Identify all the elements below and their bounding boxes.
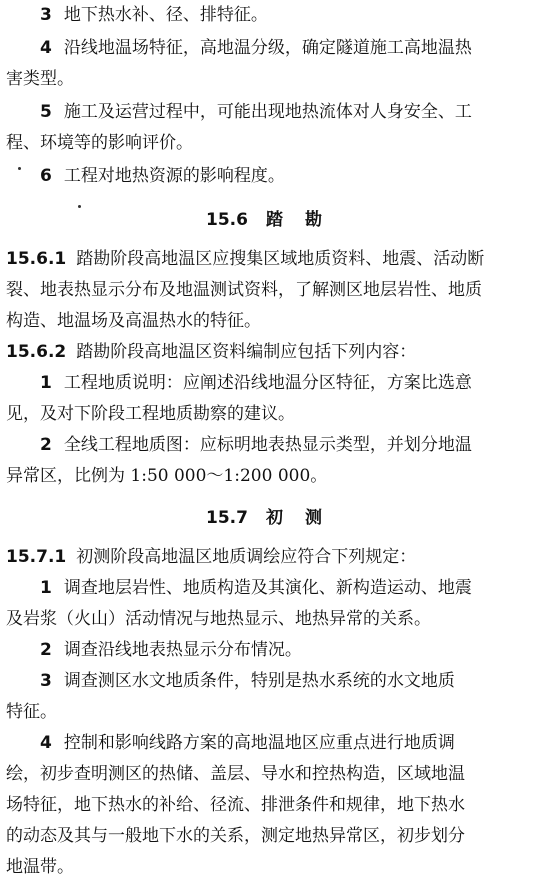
section-number: 15.6 <box>206 210 248 230</box>
item-text: 调查沿线地表热显示分布情况。 <box>63 640 302 660</box>
section-heading <box>6 496 544 540</box>
list-item <box>6 668 544 695</box>
clause-continuation: 裂、地表热显示分布及地温测试资料，了解测区地层岩性、地质 <box>6 280 482 300</box>
list-item <box>6 432 544 459</box>
clause-text: 踏勘阶段高地温区应搜集区域地质资料、地震、活动断 <box>76 249 485 269</box>
item-text: 工程地质说明：应阐述沿线地温分区特征，方案比选意 <box>63 373 472 393</box>
section-title: 初测 <box>265 508 344 528</box>
item-number: 2 <box>40 435 52 455</box>
item-continuation: 见，及对下阶段工程地质勘察的建议。 <box>6 404 295 424</box>
item-text: 工程对地热资源的影响程度。 <box>63 166 285 186</box>
item-text: 地下热水补、径、排特征。 <box>63 5 268 25</box>
item-text: 沿线地温场特征，高地温分级，确定隧道施工高地温热 <box>63 38 472 58</box>
list-item <box>6 99 544 126</box>
item-number: 6 <box>40 166 52 186</box>
list-item <box>6 730 544 757</box>
item-number: 4 <box>40 733 52 753</box>
item-continuation: 害类型。 <box>6 69 74 89</box>
list-item <box>6 163 544 190</box>
list-item <box>6 575 544 602</box>
scan-speck <box>18 167 21 170</box>
item-number: 3 <box>40 671 52 691</box>
item-number: 3 <box>40 5 52 25</box>
list-item <box>6 2 544 29</box>
item-text: 调查地层岩性、地质构造及其演化、新构造运动、地震 <box>63 578 472 598</box>
item-number: 1 <box>40 578 52 598</box>
item-number: 1 <box>40 373 52 393</box>
clause <box>6 544 544 571</box>
section-number: 15.7 <box>206 508 248 528</box>
section-heading <box>6 198 544 242</box>
section-title: 踏勘 <box>265 210 344 230</box>
item-continuation: 及岩浆（火山）活动情况与地热显示、地热异常的关系。 <box>6 609 431 629</box>
list-item <box>6 370 544 397</box>
clause-continuation: 构造、地温场及高温热水的特征。 <box>6 311 261 331</box>
list-item <box>6 35 544 62</box>
item-number: 5 <box>40 102 52 122</box>
clause-number: 15.6.1 <box>6 249 67 269</box>
list-item <box>6 637 544 664</box>
item-continuation: 程、环境等的影响评价。 <box>6 133 193 153</box>
item-text: 施工及运营过程中，可能出现地热流体对人身安全、工 <box>63 102 472 122</box>
item-continuation: 异常区，比例为 1:50 000～1:200 000。 <box>6 466 328 486</box>
item-number: 4 <box>40 38 52 58</box>
clause <box>6 339 544 366</box>
item-text: 全线工程地质图：应标明地表热显示类型，并划分地温 <box>63 435 472 455</box>
item-text: 控制和影响线路方案的高地温地区应重点进行地质调 <box>63 733 455 753</box>
clause-number: 15.6.2 <box>6 342 67 362</box>
item-continuation: 的动态及其与一般地下水的关系，测定地热异常区，初步划分 <box>6 826 465 846</box>
scan-speck <box>78 205 81 208</box>
item-text: 调查测区水文地质条件，特别是热水系统的水文地质 <box>63 671 455 691</box>
item-continuation: 地温带。 <box>6 857 74 877</box>
clause-text: 初测阶段高地温区地质调绘应符合下列规定： <box>76 547 417 567</box>
item-continuation: 特征。 <box>6 702 57 722</box>
clause <box>6 246 544 273</box>
item-number: 2 <box>40 640 52 660</box>
item-continuation: 场特征，地下热水的补给、径流、排泄条件和规律，地下热水 <box>6 795 465 815</box>
clause-text: 踏勘阶段高地温区资料编制应包括下列内容： <box>76 342 417 362</box>
item-continuation: 绘，初步查明测区的热储、盖层、导水和控热构造，区域地温 <box>6 764 465 784</box>
clause-number: 15.7.1 <box>6 547 67 567</box>
